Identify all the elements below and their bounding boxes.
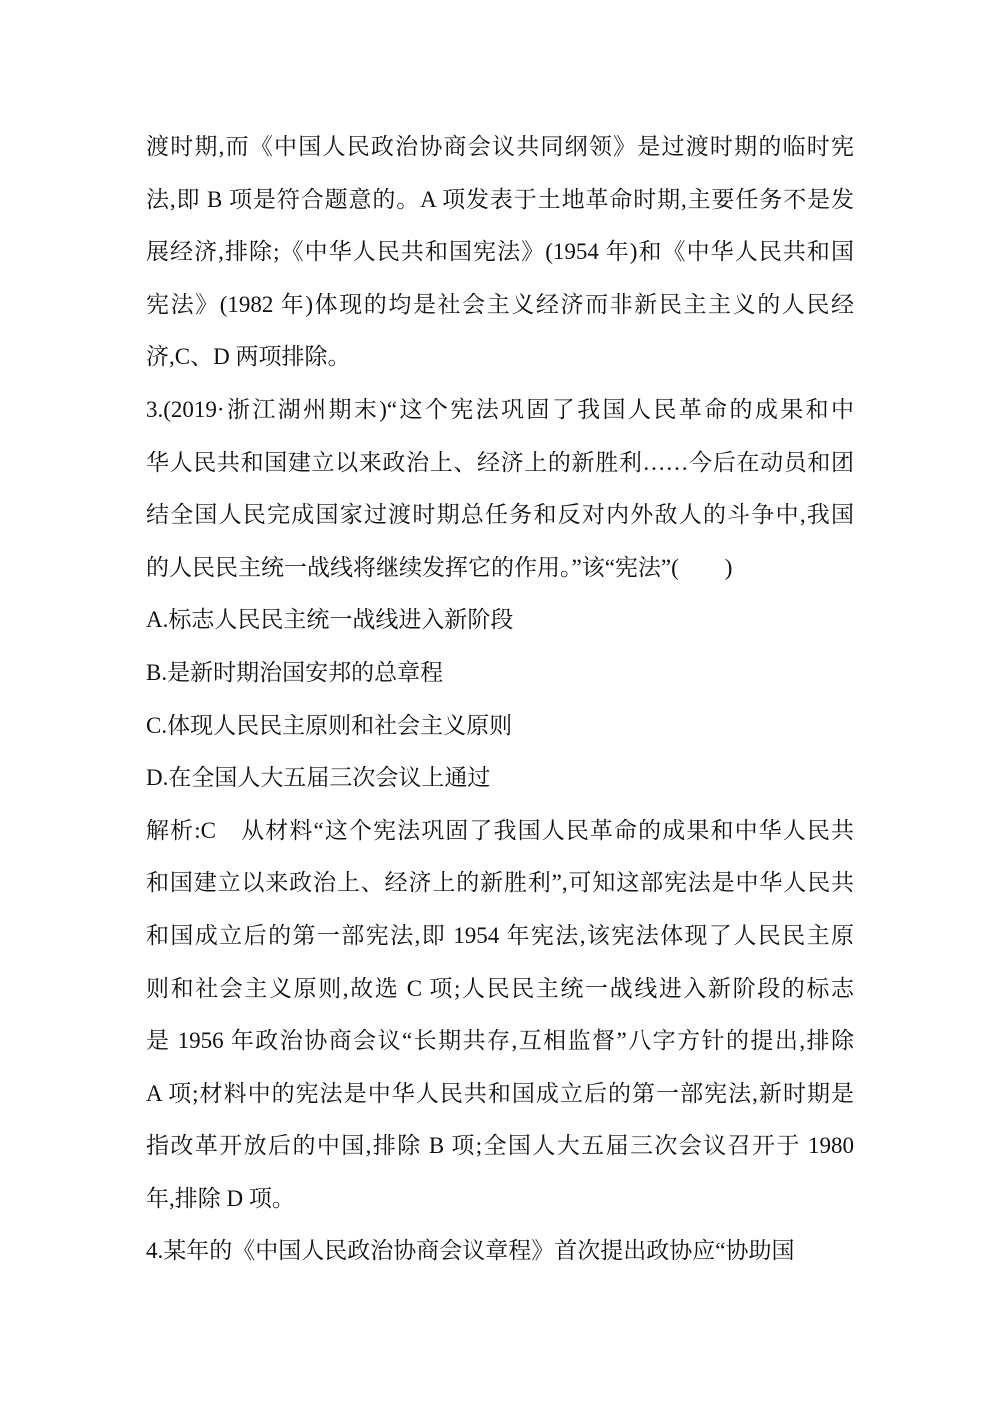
question3-analysis xyxy=(146,805,854,1226)
text-line: 的人民民主统一战线将继续发挥它的作用。”该“宪法”( ) xyxy=(146,554,733,580)
text-line: 则和社会主义原则,故选 C 项;人民民主统一战线进入新阶段的标志 xyxy=(146,975,854,1001)
text-line: 渡时期,而《中国人民政治协商会议共同纲领》是过渡时期的临时宪 xyxy=(146,134,854,159)
text-line: 华人民共和国建立以来政治上、经济上的新胜利……今后在动员和团 xyxy=(146,449,854,475)
text-line: 法,即 B 项是符合题意的。A 项发表于土地革命时期,主要任务不是发 xyxy=(146,186,854,212)
question4-number-line: 4.某年的《中国人民政治协商会议章程》首次提出政协应“协助国 xyxy=(146,1238,795,1264)
text-line: 和国建立以来政治上、经济上的新胜利”,可知这部宪法是中华人民共 xyxy=(146,870,854,896)
option-a: A.标志人民民主统一战线进入新阶段 xyxy=(146,607,514,633)
text-line: 济,C、D 两项排除。 xyxy=(146,344,351,370)
text-line: A 项;材料中的宪法是中华人民共和国成立后的第一部宪法,新时期是 xyxy=(146,1080,854,1106)
question3-number-line: 3.(2019·浙江湖州期末)“这个宪法巩固了我国人民革命的成果和中 xyxy=(146,396,854,422)
question3-options xyxy=(146,594,854,804)
text-line: 宪法》(1982 年)体现的均是社会主义经济而非新民主主义的人民经 xyxy=(146,291,854,317)
text-line: 是 1956 年政治协商会议“长期共存,互相监督”八字方针的提出,排除 xyxy=(146,1028,854,1054)
question3-stem xyxy=(146,384,854,594)
text-line: 指改革开放后的中国,排除 B 项;全国人大五届三次会议召开于 1980 xyxy=(146,1133,854,1159)
option-b: B.是新时期治国安邦的总章程 xyxy=(146,659,444,685)
option-d: D.在全国人大五届三次会议上通过 xyxy=(146,765,491,791)
text-line: 和国成立后的第一部宪法,即 1954 年宪法,该宪法体现了人民民主原 xyxy=(146,922,854,948)
text-line: 年,排除 D 项。 xyxy=(146,1185,295,1211)
option-c: C.体现人民民主原则和社会主义原则 xyxy=(146,712,513,738)
text-block xyxy=(146,121,854,1278)
question2-analysis-continuation xyxy=(146,121,854,384)
text-line: 结全国人民完成国家过渡时期总任务和反对内外敌人的斗争中,我国 xyxy=(146,502,854,528)
analysis-answer-line: 解析:C 从材料“这个宪法巩固了我国人民革命的成果和中华人民共 xyxy=(146,817,854,843)
text-line: 展经济,排除;《中华人民共和国宪法》(1954 年)和《中华人民共和国 xyxy=(146,239,854,265)
question4-stem xyxy=(146,1225,854,1278)
